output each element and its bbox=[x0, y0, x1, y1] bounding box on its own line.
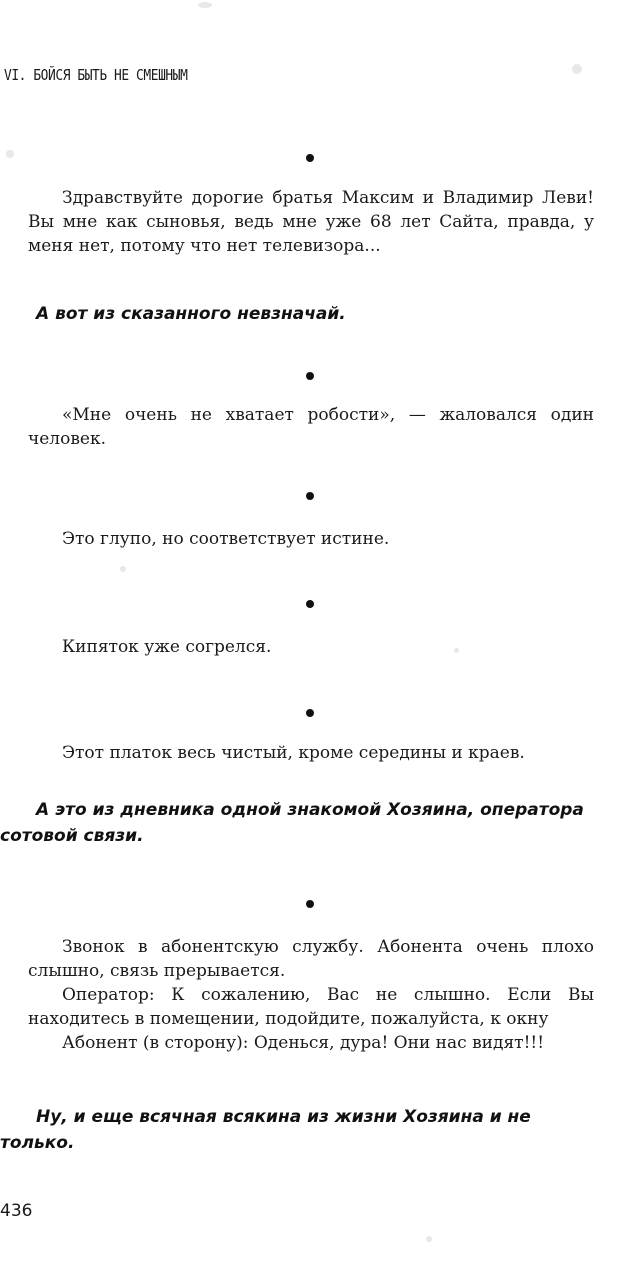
section-heading: А вот из сказанного невзначай. bbox=[36, 304, 346, 324]
section-bullet bbox=[306, 492, 314, 500]
quote-paragraph bbox=[28, 403, 594, 451]
section-heading: Ну, и еще всячная всякина из жизни Хозяина и не только. bbox=[0, 1107, 531, 1153]
paragraph: Кипяток уже согрелся. bbox=[62, 637, 272, 657]
scan-speck bbox=[572, 64, 582, 74]
section-bullet bbox=[306, 900, 314, 908]
dialogue-block bbox=[28, 935, 594, 1055]
page-number: 436 bbox=[0, 1201, 33, 1221]
paragraph: «Мне очень не хватает робости», — жаловался один человек. bbox=[28, 405, 594, 449]
quote-paragraph bbox=[28, 741, 594, 765]
scan-speck bbox=[198, 2, 212, 8]
letter-paragraph bbox=[28, 186, 594, 258]
scan-speck bbox=[426, 1236, 432, 1242]
paragraph: Оператор: К сожалению, Вас не слышно. Если Вы находитесь в помещении, подойдите, пожалуйста, к окну bbox=[28, 985, 594, 1029]
section-bullet bbox=[306, 600, 314, 608]
section-bullet bbox=[306, 709, 314, 717]
scan-speck bbox=[6, 150, 14, 158]
section-bullet bbox=[306, 154, 314, 162]
paragraph: Звонок в абонентскую службу. Абонента очень плохо слышно, связь прерывается. bbox=[28, 937, 594, 981]
paragraph: Это глупо, но соответствует истине. bbox=[62, 529, 390, 549]
paragraph: Здравствуйте дорогие братья Максим и Владимир Леви! Вы мне как сыновья, ведь мне уже 68 лет Сайта, правда, у меня нет, потому что нет телевизора... bbox=[28, 188, 594, 256]
paragraph: Абонент (в сторону): Оденься, дура! Они нас видят!!! bbox=[62, 1033, 545, 1053]
running-head: VI. БОЙСЯ БЫТЬ НЕ СМЕШНЫМ bbox=[4, 66, 188, 84]
quote-paragraph bbox=[28, 635, 594, 659]
section-bullet bbox=[306, 372, 314, 380]
section-heading: А это из дневника одной знакомой Хозяина, оператора сотовой связи. bbox=[0, 800, 584, 846]
quote-paragraph bbox=[28, 527, 594, 551]
scan-speck bbox=[120, 566, 126, 572]
paragraph: Этот платок весь чистый, кроме середины и краев. bbox=[62, 743, 525, 763]
